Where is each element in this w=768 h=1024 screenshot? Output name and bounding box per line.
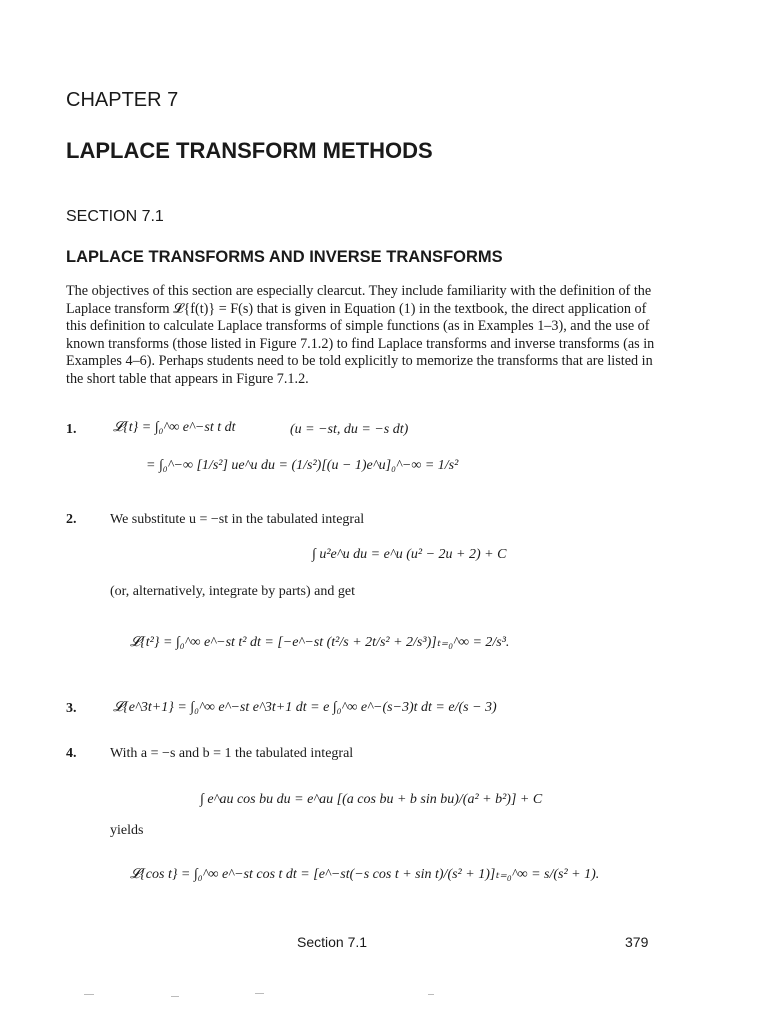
equation-line: 𝓛{t} = ∫₀^∞ e^−st t dt — [113, 420, 236, 435]
problem-text: We substitute u = −st in the tabulated integral — [110, 512, 365, 527]
problem-number: 1. — [66, 422, 77, 437]
problem-text: yields — [110, 823, 144, 838]
intro-paragraph: The objectives of this section are especially clearcut. They include familiarity with the definition of the Laplace transform 𝓛{f(t)} = F(s) that is given in Equation (1) in the textbook, the direct application of this definition to calculate Laplace transforms of simple functions (as in Examples 1–3), and the use of known transforms (those listed in Figure 7.1.2) to find Laplace transforms and inverse transforms (as in Examples 4–6). Perhaps students need to be told explicitly to memorize the transforms that are listed in the short table that appears in Figure 7.1.2. — [66, 283, 655, 387]
section-title: LAPLACE TRANSFORMS AND INVERSE TRANSFORMS — [66, 248, 503, 266]
chapter-title: LAPLACE TRANSFORM METHODS — [66, 138, 433, 163]
problem-number: 3. — [66, 701, 77, 716]
footer-section: Section 7.1 — [297, 934, 368, 950]
section-label: SECTION 7.1 — [66, 208, 164, 225]
tabulated-integral: ∫ u²e^u du = e^u (u² − 2u + 2) + C — [312, 547, 507, 562]
problem-text: With a = −s and b = 1 the tabulated integral — [110, 746, 354, 761]
tabulated-integral: ∫ e^au cos bu du = e^au [(a cos bu + b sin bu)/(a² + b²)] + C — [200, 792, 543, 807]
page-number: 379 — [625, 934, 649, 950]
problem-number: 4. — [66, 746, 77, 761]
scan-artifact — [428, 994, 434, 995]
equation-line: 𝓛{cos t} = ∫₀^∞ e^−st cos t dt = [e^−st(−s cos t + sin t)/(s² + 1)]ₜ₌₀^∞ = s/(s² + 1). — [130, 867, 600, 882]
problem-text: (or, alternatively, integrate by parts) and get — [110, 584, 355, 599]
scan-artifact — [84, 994, 94, 995]
equation-line: 𝓛{t²} = ∫₀^∞ e^−st t² dt = [−e^−st (t²/s + 2t/s² + 2/s³)]ₜ₌₀^∞ = 2/s³. — [130, 635, 510, 650]
equation-line: = ∫₀^−∞ [1/s²] ue^u du = (1/s²)[(u − 1)e^u]₀^−∞ = 1/s² — [146, 458, 459, 473]
substitution-note: (u = −st, du = −s dt) — [290, 422, 409, 437]
problem-number: 2. — [66, 512, 77, 527]
chapter-number: CHAPTER 7 — [66, 89, 179, 111]
equation-line: 𝓛{e^3t+1} = ∫₀^∞ e^−st e^3t+1 dt = e ∫₀^∞ e^−(s−3)t dt = e/(s − 3) — [113, 700, 497, 715]
scan-artifact — [171, 996, 179, 997]
scan-artifact — [255, 993, 264, 994]
